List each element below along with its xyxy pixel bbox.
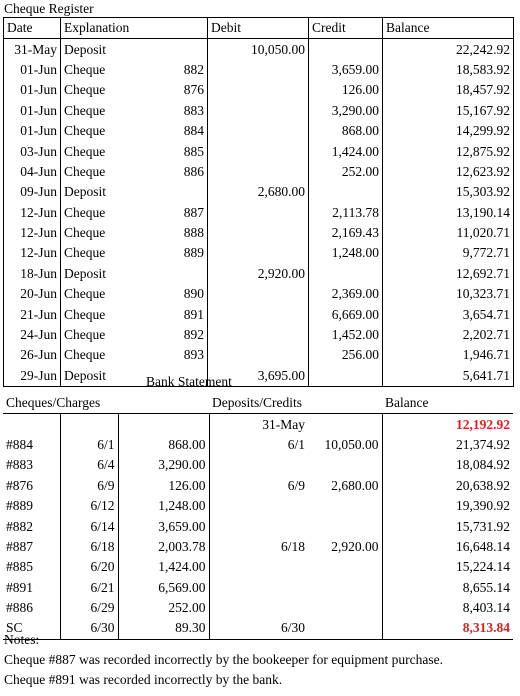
bank-deposit-date: 6/30 xyxy=(209,618,308,639)
bank-ref: #883 xyxy=(6,457,33,473)
register-type: Cheque xyxy=(64,327,106,343)
register-balance: 13,190.14 xyxy=(383,203,514,223)
register-row xyxy=(4,366,514,387)
register-credit: 1,424.00 xyxy=(309,141,383,161)
register-balance: 14,299.92 xyxy=(383,121,514,141)
bank-charge-date: 6/20 xyxy=(60,557,118,577)
bank-charge-amount: 6,569.00 xyxy=(118,578,209,598)
register-date: 18-Jun xyxy=(4,264,61,284)
register-balance: 2,202.71 xyxy=(383,325,514,345)
register-debit xyxy=(208,80,309,100)
bank-charge-date: 6/30 xyxy=(60,618,118,639)
register-credit: 6,669.00 xyxy=(309,304,383,324)
register-debit xyxy=(208,141,309,161)
register-row xyxy=(4,80,514,100)
register-balance: 9,772.71 xyxy=(383,243,514,263)
bank-deposit-amount: 10,050.00 xyxy=(324,436,379,452)
register-type: Deposit xyxy=(64,41,106,57)
register-credit: 2,113.78 xyxy=(309,203,383,223)
bank-row xyxy=(3,516,513,536)
register-date: 03-Jun xyxy=(4,141,61,161)
register-debit xyxy=(208,60,309,80)
register-type: Cheque xyxy=(64,306,106,322)
register-credit: 1,248.00 xyxy=(309,243,383,263)
register-type: Cheque xyxy=(64,102,106,118)
register-date: 26-Jun xyxy=(4,345,61,365)
register-explanation xyxy=(61,141,208,161)
register-type: Deposit xyxy=(64,184,106,200)
bank-balance: 16,648.14 xyxy=(382,537,513,557)
register-balance: 5,641.71 xyxy=(383,366,514,387)
bank-charge-amount: 3,290.00 xyxy=(118,455,209,475)
register-balance: 12,623.92 xyxy=(383,162,514,182)
note-line: Cheque #887 was recorded incorrectly by the bookeeper for equipment purchase. xyxy=(4,652,443,667)
register-type: Cheque xyxy=(64,286,106,302)
register-debit xyxy=(208,304,309,324)
cheque-number: 887 xyxy=(183,204,204,220)
bank-deposit-date xyxy=(209,557,308,577)
register-explanation xyxy=(61,264,208,284)
bank-balance: 19,390.92 xyxy=(382,496,513,516)
register-date: 24-Jun xyxy=(4,325,61,345)
header-explanation: Explanation xyxy=(61,18,208,39)
register-balance: 3,654.71 xyxy=(383,304,514,324)
register-date: 20-Jun xyxy=(4,284,61,304)
register-credit xyxy=(309,39,383,60)
bank-balance: 20,638.92 xyxy=(382,476,513,496)
bank-charge-amount: 89.30 xyxy=(118,618,209,639)
bank-row xyxy=(3,557,513,577)
bank-row xyxy=(3,435,513,455)
bank-statement-table xyxy=(3,393,513,640)
register-date: 12-Jun xyxy=(4,243,61,263)
bank-opening-row xyxy=(3,414,513,435)
register-date: 09-Jun xyxy=(4,182,61,202)
cheque-number: 892 xyxy=(183,327,204,343)
header-debit: Debit xyxy=(208,18,309,39)
bank-balance: 8,313.84 xyxy=(382,618,513,639)
register-credit: 2,369.00 xyxy=(309,284,383,304)
register-type: Cheque xyxy=(64,143,106,159)
register-debit xyxy=(208,101,309,121)
register-credit: 126.00 xyxy=(309,80,383,100)
register-explanation xyxy=(61,223,208,243)
bank-deposit-date: 6/9 xyxy=(209,476,308,496)
register-date: 01-Jun xyxy=(4,101,61,121)
bank-deposit-amount xyxy=(308,557,382,577)
register-explanation xyxy=(61,284,208,304)
register-row xyxy=(4,223,514,243)
register-balance: 18,457.92 xyxy=(383,80,514,100)
cheque-number: 884 xyxy=(183,123,204,139)
bank-ref: #884 xyxy=(6,436,33,452)
bank-deposit-amount xyxy=(308,578,382,598)
bank-balance: 8,655.14 xyxy=(382,578,513,598)
register-debit: 2,680.00 xyxy=(208,182,309,202)
notes-section xyxy=(4,630,443,690)
bank-charge-amount: 126.00 xyxy=(118,476,209,496)
register-header-row xyxy=(4,18,514,39)
register-date: 29-Jun xyxy=(4,366,61,387)
register-explanation xyxy=(61,304,208,324)
bank-row xyxy=(3,476,513,496)
header-deposits-credits: Deposits/Credits xyxy=(209,393,382,414)
register-type: Cheque xyxy=(64,225,106,241)
register-balance: 12,875.92 xyxy=(383,141,514,161)
bank-deposit-date xyxy=(209,516,308,536)
bank-charge-date: 6/21 xyxy=(60,578,118,598)
register-balance: 10,323.71 xyxy=(383,284,514,304)
register-credit: 252.00 xyxy=(309,162,383,182)
header-date: Date xyxy=(4,18,61,39)
register-type: Cheque xyxy=(64,61,106,77)
bank-row xyxy=(3,496,513,516)
bank-deposit-date xyxy=(209,578,308,598)
header-cheques-charges: Cheques/Charges xyxy=(3,393,209,414)
bank-ref: #887 xyxy=(6,538,33,554)
bank-charge-date: 6/4 xyxy=(60,455,118,475)
register-explanation xyxy=(61,39,208,60)
register-credit: 2,169.43 xyxy=(309,223,383,243)
cheque-number: 885 xyxy=(183,143,204,159)
bank-charge-amount: 252.00 xyxy=(118,598,209,618)
register-type: Cheque xyxy=(64,204,106,220)
bank-row xyxy=(3,537,513,557)
register-row xyxy=(4,101,514,121)
register-row xyxy=(4,182,514,202)
register-credit: 1,452.00 xyxy=(309,325,383,345)
register-explanation xyxy=(61,80,208,100)
register-date: 12-Jun xyxy=(4,203,61,223)
bank-deposit-amount xyxy=(308,455,382,475)
register-balance: 22,242.92 xyxy=(383,39,514,60)
register-date: 31-May xyxy=(4,39,61,60)
register-row xyxy=(4,243,514,263)
bank-charge-date: 6/1 xyxy=(60,435,118,455)
register-credit: 3,659.00 xyxy=(309,60,383,80)
bank-ref: #876 xyxy=(6,477,33,493)
bank-row xyxy=(3,455,513,475)
register-row xyxy=(4,162,514,182)
bank-row xyxy=(3,598,513,618)
register-balance: 11,020.71 xyxy=(383,223,514,243)
register-explanation xyxy=(61,345,208,365)
register-row xyxy=(4,284,514,304)
bank-balance: 18,084.92 xyxy=(382,455,513,475)
cheque-number: 876 xyxy=(183,82,204,98)
notes-title: Notes: xyxy=(4,632,40,647)
register-type: Cheque xyxy=(64,347,106,363)
bank-deposit-amount xyxy=(308,496,382,516)
register-date: 01-Jun xyxy=(4,121,61,141)
register-explanation xyxy=(61,243,208,263)
bank-ref: #882 xyxy=(6,518,33,534)
register-debit xyxy=(208,203,309,223)
bank-ref: #886 xyxy=(6,600,33,616)
bank-ref: SC xyxy=(3,618,60,639)
register-date: 21-Jun xyxy=(4,304,61,324)
cheque-register-table xyxy=(3,17,514,387)
register-debit xyxy=(208,223,309,243)
register-explanation xyxy=(61,203,208,223)
register-type: Cheque xyxy=(64,163,106,179)
opening-balance: 12,192.92 xyxy=(382,414,513,435)
register-explanation xyxy=(61,325,208,345)
note-line: Cheque #891 was recorded incorrectly by the bank. xyxy=(4,672,283,687)
register-debit: 2,920.00 xyxy=(208,264,309,284)
register-debit xyxy=(208,121,309,141)
register-credit: 3,290.00 xyxy=(309,101,383,121)
bank-charge-amount: 1,248.00 xyxy=(118,496,209,516)
header-balance: Balance xyxy=(383,18,514,39)
register-row xyxy=(4,304,514,324)
register-date: 01-Jun xyxy=(4,80,61,100)
bank-balance: 15,731.92 xyxy=(382,516,513,536)
bank-balance: 15,224.14 xyxy=(382,557,513,577)
register-debit: 3,695.00 xyxy=(208,366,309,387)
bank-charge-amount: 1,424.00 xyxy=(118,557,209,577)
register-balance: 15,167.92 xyxy=(383,101,514,121)
bank-charge-date: 6/12 xyxy=(60,496,118,516)
bank-row xyxy=(3,578,513,598)
register-date: 04-Jun xyxy=(4,162,61,182)
bank-deposit-date xyxy=(209,455,308,475)
bank-statement-title: Bank Statement xyxy=(146,374,232,389)
register-explanation xyxy=(61,121,208,141)
register-row xyxy=(4,121,514,141)
register-explanation xyxy=(61,60,208,80)
bank-charge-date: 6/29 xyxy=(60,598,118,618)
register-type: Cheque xyxy=(64,123,106,139)
bank-header-row xyxy=(3,393,513,414)
bank-deposit-amount: 2,920.00 xyxy=(331,538,379,554)
bank-charge-amount: 2,003.78 xyxy=(118,537,209,557)
bank-ref: #891 xyxy=(6,579,33,595)
register-type: Cheque xyxy=(64,82,106,98)
bank-deposit-date xyxy=(209,496,308,516)
register-credit xyxy=(309,264,383,284)
bank-deposit-date: 6/1 xyxy=(209,435,308,455)
register-type: Cheque xyxy=(64,245,106,261)
bank-balance: 8,403.14 xyxy=(382,598,513,618)
register-credit: 868.00 xyxy=(309,121,383,141)
cheque-number: 890 xyxy=(183,286,204,302)
bank-charge-date: 6/14 xyxy=(60,516,118,536)
bank-charge-amount: 868.00 xyxy=(118,435,209,455)
bank-deposit-amount xyxy=(308,598,382,618)
bank-charge-date: 6/18 xyxy=(60,537,118,557)
register-explanation xyxy=(61,162,208,182)
bank-deposit-date xyxy=(209,598,308,618)
bank-deposit-date: 6/18 xyxy=(209,537,308,557)
register-balance: 1,946.71 xyxy=(383,345,514,365)
register-explanation xyxy=(61,101,208,121)
cheque-number: 886 xyxy=(183,163,204,179)
register-debit xyxy=(208,162,309,182)
register-balance: 12,692.71 xyxy=(383,264,514,284)
register-debit xyxy=(208,345,309,365)
register-row xyxy=(4,325,514,345)
bank-deposit-amount: 2,680.00 xyxy=(331,477,379,493)
cheque-number: 883 xyxy=(183,102,204,118)
bank-balance: 21,374.92 xyxy=(382,435,513,455)
cheque-number: 889 xyxy=(183,245,204,261)
bank-deposit-amount xyxy=(308,516,382,536)
register-debit xyxy=(208,325,309,345)
register-balance: 15,303.92 xyxy=(383,182,514,202)
register-row xyxy=(4,264,514,284)
register-explanation xyxy=(61,182,208,202)
register-row xyxy=(4,141,514,161)
register-credit xyxy=(309,366,383,387)
register-debit xyxy=(208,243,309,263)
header-credit: Credit xyxy=(309,18,383,39)
register-credit xyxy=(309,182,383,202)
bank-charge-date: 6/9 xyxy=(60,476,118,496)
opening-date: 31-May xyxy=(209,414,308,435)
register-row xyxy=(4,345,514,365)
register-type: Deposit xyxy=(64,367,106,383)
bank-charge-amount: 3,659.00 xyxy=(118,516,209,536)
register-row xyxy=(4,60,514,80)
register-debit xyxy=(208,284,309,304)
bank-ref: #889 xyxy=(6,498,33,514)
register-balance: 18,583.92 xyxy=(383,60,514,80)
register-type: Deposit xyxy=(64,265,106,281)
header-bank-balance: Balance xyxy=(382,393,513,414)
cheque-number: 888 xyxy=(183,225,204,241)
cheque-number: 893 xyxy=(183,347,204,363)
cheque-number: 882 xyxy=(183,61,204,77)
register-row xyxy=(4,39,514,60)
register-title: Cheque Register xyxy=(4,1,94,16)
register-debit: 10,050.00 xyxy=(208,39,309,60)
bank-ref: #885 xyxy=(6,559,33,575)
cheque-number: 891 xyxy=(183,306,204,322)
register-date: 12-Jun xyxy=(4,223,61,243)
register-date: 01-Jun xyxy=(4,60,61,80)
register-credit: 256.00 xyxy=(309,345,383,365)
register-row xyxy=(4,203,514,223)
